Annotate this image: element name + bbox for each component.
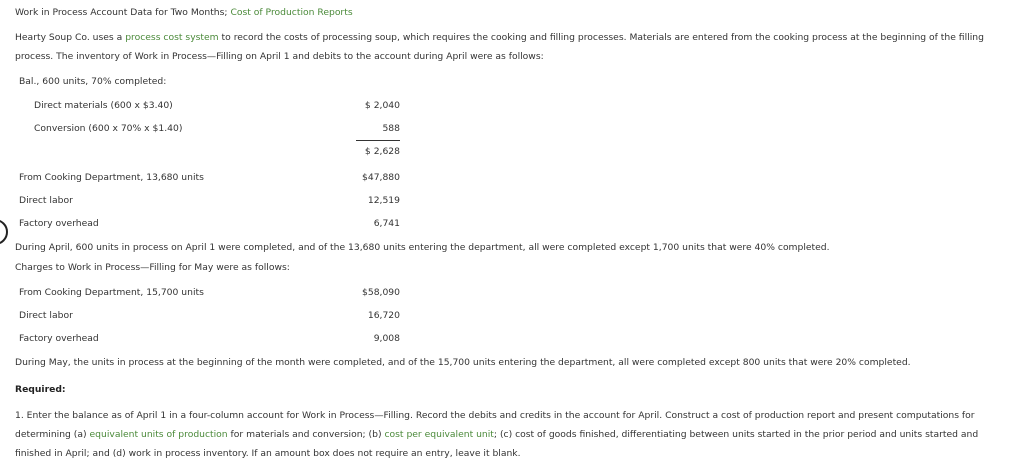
intro-paragraph <box>15 28 1005 66</box>
april-dm-value: $ 2,040 <box>364 100 400 111</box>
equivalent-units-link[interactable]: equivalent units of production <box>89 429 228 440</box>
requirement-paragraph <box>15 406 1005 463</box>
may-cooking-value: $58,090 <box>362 287 400 298</box>
april-conversion-label: Conversion (600 x 70% x $1.40) <box>34 123 183 134</box>
april-cooking-value: $47,880 <box>362 172 400 183</box>
may-factory-overhead-label: Factory overhead <box>19 333 99 344</box>
cost-per-equivalent-unit-link[interactable]: cost per equivalent unit <box>384 429 494 440</box>
april-direct-labor-label: Direct labor <box>19 195 73 206</box>
required-heading: Required: <box>15 384 66 395</box>
title-prefix: Work in Process Account Data for Two Months; <box>15 7 231 18</box>
may-heading: Charges to Work in Process—Filling for May were as follows: <box>15 262 290 273</box>
april-factory-overhead-value: 6,741 <box>373 218 400 229</box>
april-dm-label: Direct materials (600 x $3.40) <box>34 100 173 111</box>
april-balance-total: $ 2,628 <box>364 146 400 157</box>
page-title <box>15 7 353 18</box>
may-cooking-label: From Cooking Department, 15,700 units <box>19 287 204 298</box>
requirement-text-2: for materials and conversion; (b) <box>227 429 385 440</box>
requirement-text-3: ; (c) cost of goods finished, differentiating between units started in the prior period and units started and finished in April; and (d) work in process inventory. If an amount box does not require an entry, leave it blank. <box>15 429 979 459</box>
april-factory-overhead-label: Factory overhead <box>19 218 99 229</box>
april-note: During April, 600 units in process on April 1 were completed, and of the 13,680 units entering the department, all were completed except 1,700 units that were 40% completed. <box>15 242 830 253</box>
may-note: During May, the units in process at the beginning of the month were completed, and of the 15,700 units entering the department, all were completed except 800 units that were 20% completed. <box>15 357 911 368</box>
subtotal-rule <box>356 140 400 141</box>
may-direct-labor-value: 16,720 <box>367 310 400 321</box>
process-cost-system-link[interactable]: process cost system <box>125 32 219 43</box>
april-balance-label: Bal., 600 units, 70% completed: <box>19 76 167 87</box>
scroll-handle[interactable] <box>0 219 8 245</box>
april-cooking-label: From Cooking Department, 13,680 units <box>19 172 204 183</box>
requirement-text-1: 1. Enter the balance as of April 1 in a four-column account for Work in Process—Filling. Record the debits and credits in the account for April. Construct a cost of production report and present computations for determining (a) <box>15 410 975 440</box>
may-direct-labor-label: Direct labor <box>19 310 73 321</box>
april-conversion-value: 588 <box>382 123 400 134</box>
cost-of-production-reports-link[interactable]: Cost of Production Reports <box>230 7 353 18</box>
intro-text-1: Hearty Soup Co. uses a <box>15 32 126 43</box>
april-direct-labor-value: 12,519 <box>367 195 400 206</box>
may-factory-overhead-value: 9,008 <box>373 333 400 344</box>
intro-text-2: to record the costs of processing soup, which requires the cooking and filling processes. Materials are entered from the cooking process at the beginning of the filling process. The inventory of Work in Process—Filling on April 1 and debits to the account during April were as follows: <box>15 32 984 62</box>
